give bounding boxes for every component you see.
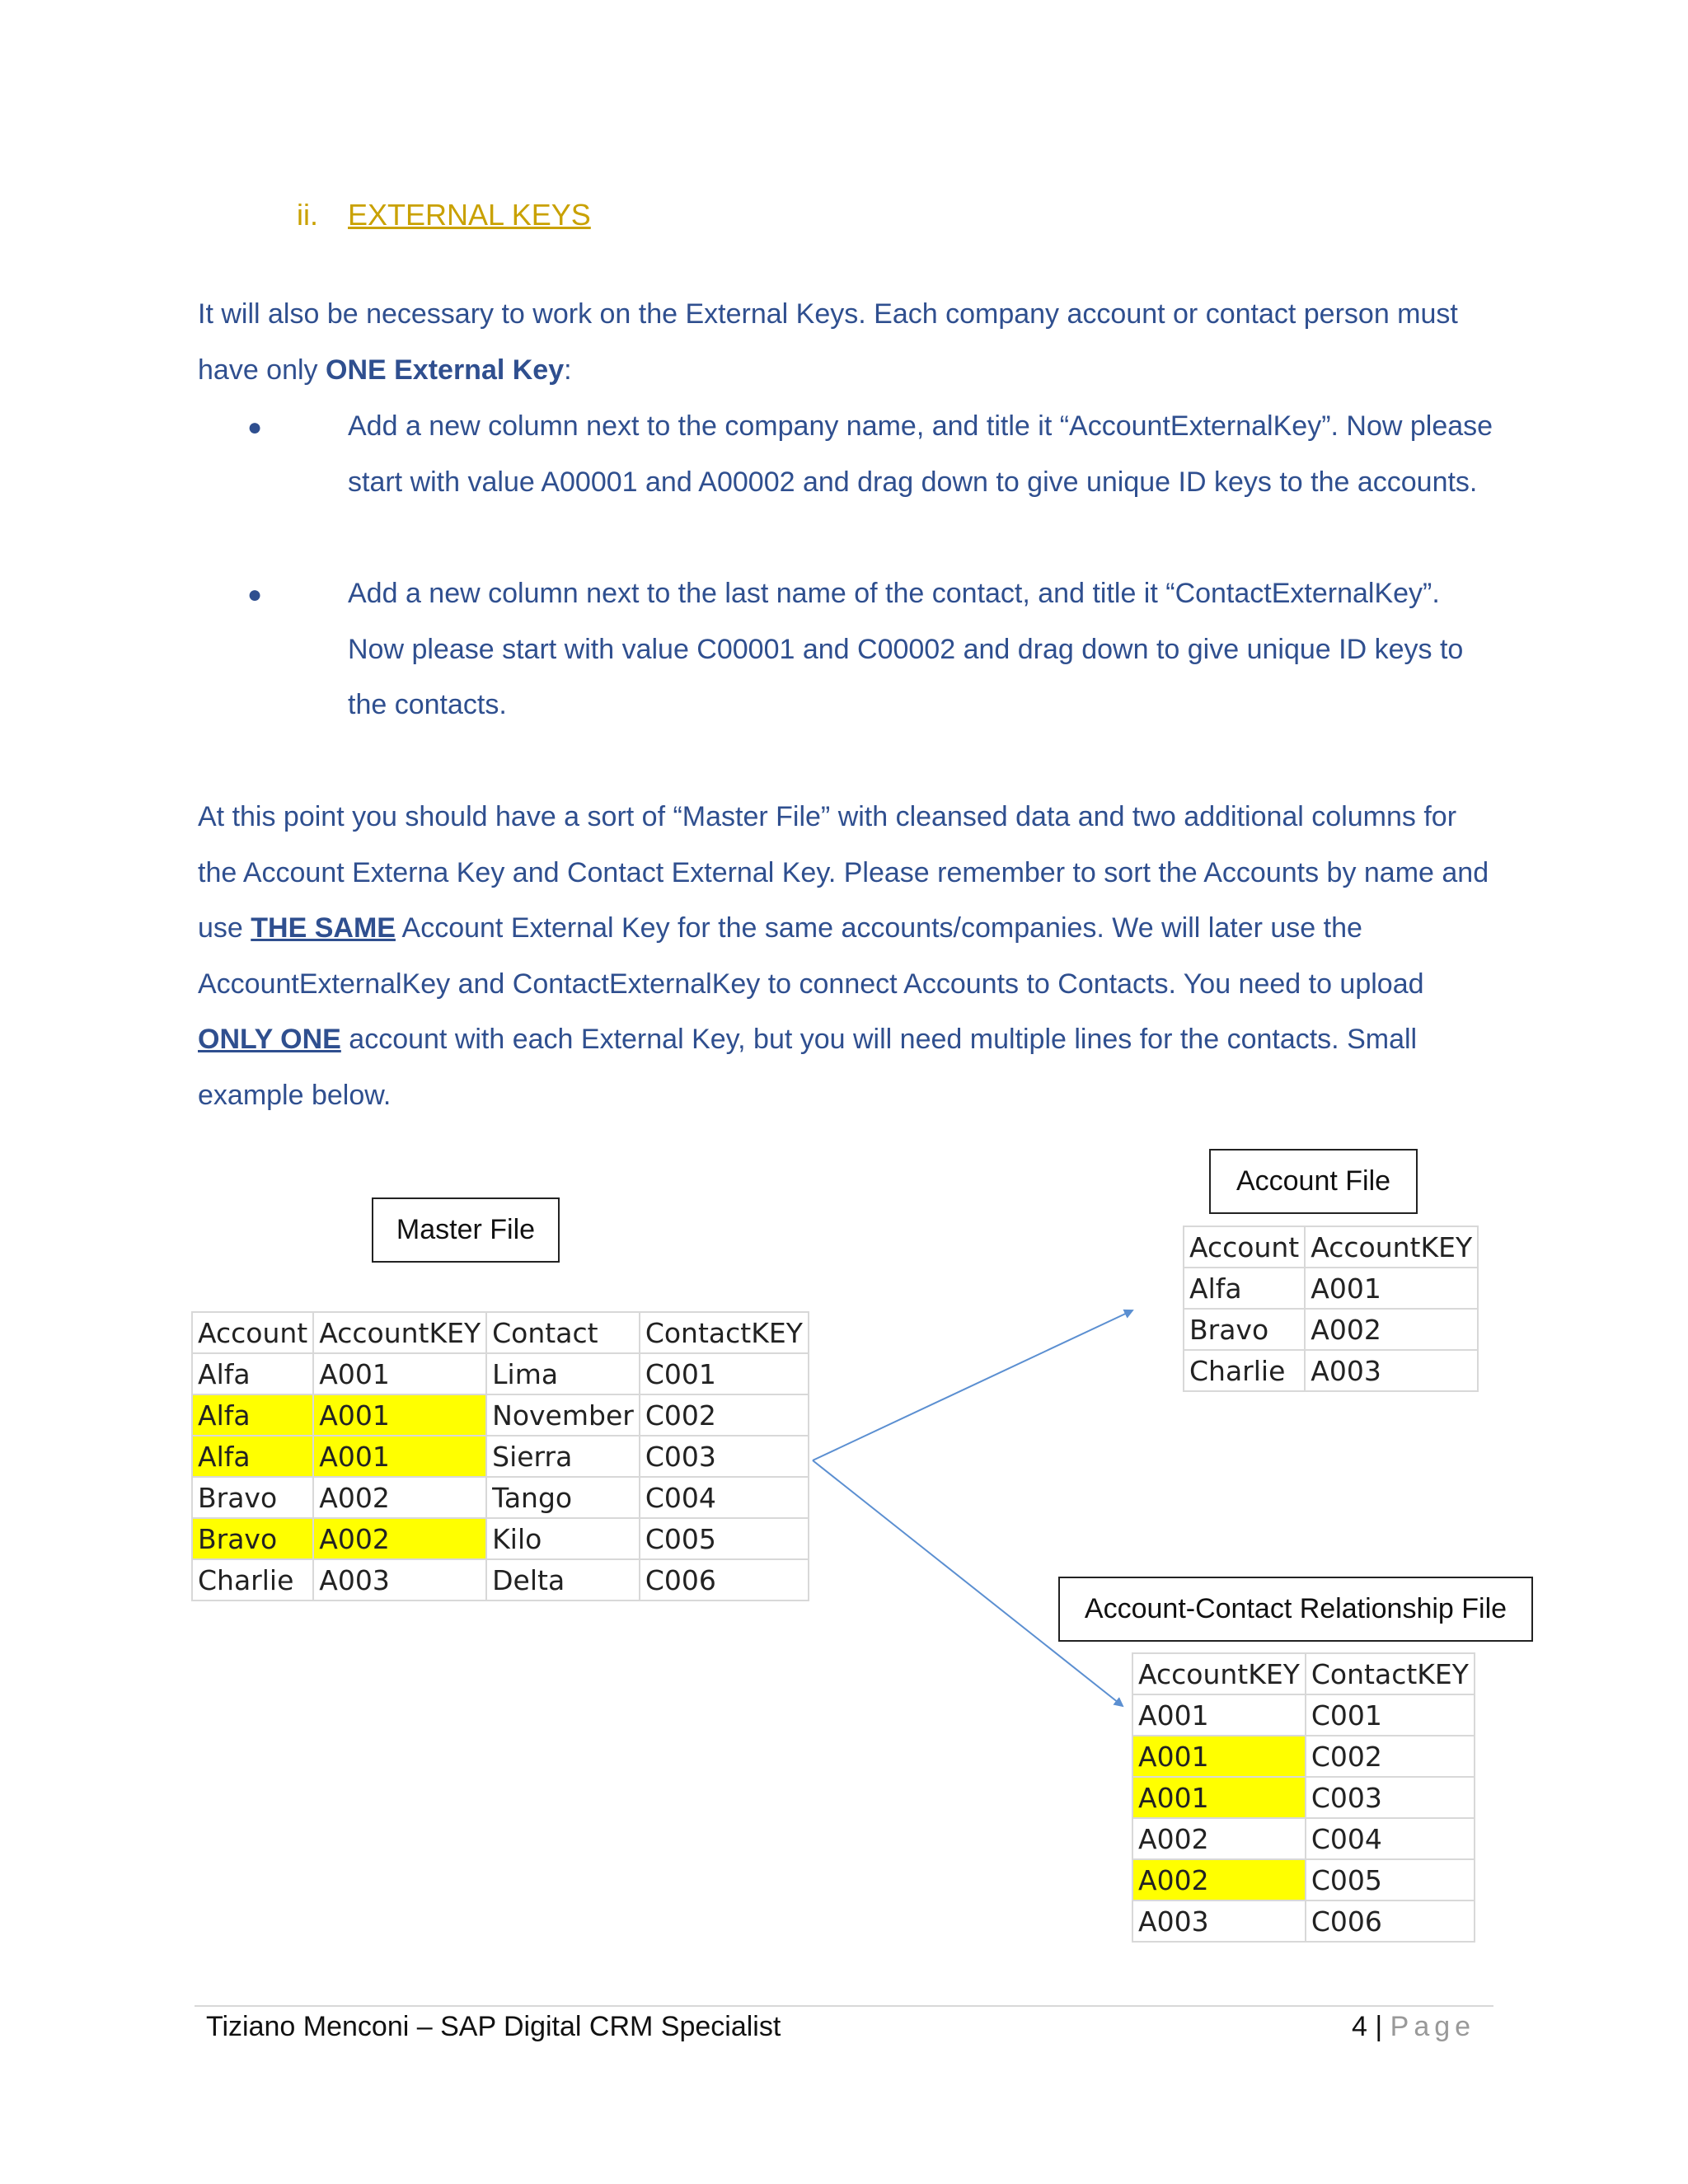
table-cell: C002	[640, 1394, 809, 1436]
table-cell: Charlie	[192, 1559, 313, 1601]
intro-paragraph: It will also be necessary to work on the External Keys. Each company account or contact person must have only ONE External Key:	[198, 298, 1458, 386]
table-cell: C004	[1306, 1818, 1475, 1859]
table-cell: C004	[640, 1477, 809, 1518]
footer-author: Tiziano Menconi – SAP Digital CRM Specialist	[206, 2011, 781, 2042]
table-cell: C001	[1306, 1694, 1475, 1736]
table-cell: A001	[1132, 1736, 1306, 1777]
table-cell: Tango	[486, 1477, 640, 1518]
bullet-icon: ●	[247, 414, 263, 441]
table-cell: C005	[640, 1518, 809, 1559]
table-cell: Bravo	[1184, 1309, 1305, 1350]
table-cell: A001	[1132, 1777, 1306, 1818]
table-cell: November	[486, 1394, 640, 1436]
column-header: ContactKEY	[640, 1312, 809, 1353]
table-cell: A001	[1132, 1694, 1306, 1736]
table-cell: A001	[313, 1436, 486, 1477]
page-word: Page	[1390, 2011, 1476, 2042]
table-cell: A002	[1132, 1818, 1306, 1859]
relationship-file-label: Account-Contact Relationship File	[1058, 1577, 1533, 1642]
bullet-item: Add a new column next to the last name of the contact, and title it “ContactExternalKey”. Now please start with value C00001 and C00002 and drag down to give unique ID keys to the contacts.	[348, 578, 1464, 720]
arrow-to-relationship-file	[813, 1460, 1123, 1706]
table-cell: A001	[1305, 1268, 1478, 1309]
table-cell: A003	[1305, 1350, 1478, 1391]
footer-divider	[195, 2005, 1493, 2007]
arrow-to-account-file	[813, 1310, 1132, 1460]
emphasis-same: THE SAME	[251, 912, 396, 944]
table-cell: A002	[1305, 1309, 1478, 1350]
table-cell: A002	[313, 1477, 486, 1518]
emphasis-only-one: ONLY ONE	[198, 1024, 341, 1055]
table-cell: Sierra	[486, 1436, 640, 1477]
master-file-label: Master File	[372, 1197, 560, 1263]
page-separator: |	[1375, 2011, 1383, 2042]
table-cell: Alfa	[192, 1353, 313, 1394]
column-header: AccountKEY	[1305, 1226, 1478, 1268]
account-file-label: Account File	[1209, 1149, 1418, 1214]
table-cell: Alfa	[1184, 1268, 1305, 1309]
table-cell: A002	[1132, 1859, 1306, 1900]
table-cell: Lima	[486, 1353, 640, 1394]
column-header: AccountKEY	[313, 1312, 486, 1353]
footer-page	[1352, 2011, 1475, 2043]
table-cell: A003	[1132, 1900, 1306, 1942]
table-cell: Bravo	[192, 1477, 313, 1518]
table-cell: C005	[1306, 1859, 1475, 1900]
table-cell: A001	[313, 1353, 486, 1394]
table-cell: Kilo	[486, 1518, 640, 1559]
table-cell: Alfa	[192, 1394, 313, 1436]
table-cell: A002	[313, 1518, 486, 1559]
body-paragraph: At this point you should have a sort of “Master File” with cleansed data and two additional columns for the Account Externa Key and Contact External Key. Please remember to sort the Accounts by name and use THE SAME Account External Key for the same accounts/companies. We will later use the AccountExternalKey and ContactExternalKey to connect Accounts to Contacts. You need to upload ONLY ONE account with each External Key, but you will need multiple lines for the contacts. Small example below.	[198, 801, 1489, 1111]
table-cell: C006	[640, 1559, 809, 1601]
bullet-item: Add a new column next to the company name, and title it “AccountExternalKey”. Now please start with value A00001 and A00002 and drag down to give unique ID keys to the accounts.	[348, 410, 1493, 498]
table-cell: A001	[313, 1394, 486, 1436]
table-cell: C003	[1306, 1777, 1475, 1818]
section-numeral: ii.	[297, 198, 318, 232]
section-title: EXTERNAL KEYS	[348, 198, 591, 232]
column-header: ContactKEY	[1306, 1653, 1475, 1694]
table-cell: Delta	[486, 1559, 640, 1601]
column-header: AccountKEY	[1132, 1653, 1306, 1694]
intro-bold: ONE External Key	[326, 354, 565, 386]
table-cell: Alfa	[192, 1436, 313, 1477]
table-cell: Bravo	[192, 1518, 313, 1559]
table-cell: C003	[640, 1436, 809, 1477]
table-cell: Charlie	[1184, 1350, 1305, 1391]
table-cell: C002	[1306, 1736, 1475, 1777]
table-cell: A003	[313, 1559, 486, 1601]
column-header: Account	[1184, 1226, 1305, 1268]
table-cell: C001	[640, 1353, 809, 1394]
bullet-icon: ●	[247, 581, 263, 608]
column-header: Account	[192, 1312, 313, 1353]
table-cell: C006	[1306, 1900, 1475, 1942]
page-number: 4	[1352, 2011, 1367, 2042]
column-header: Contact	[486, 1312, 640, 1353]
